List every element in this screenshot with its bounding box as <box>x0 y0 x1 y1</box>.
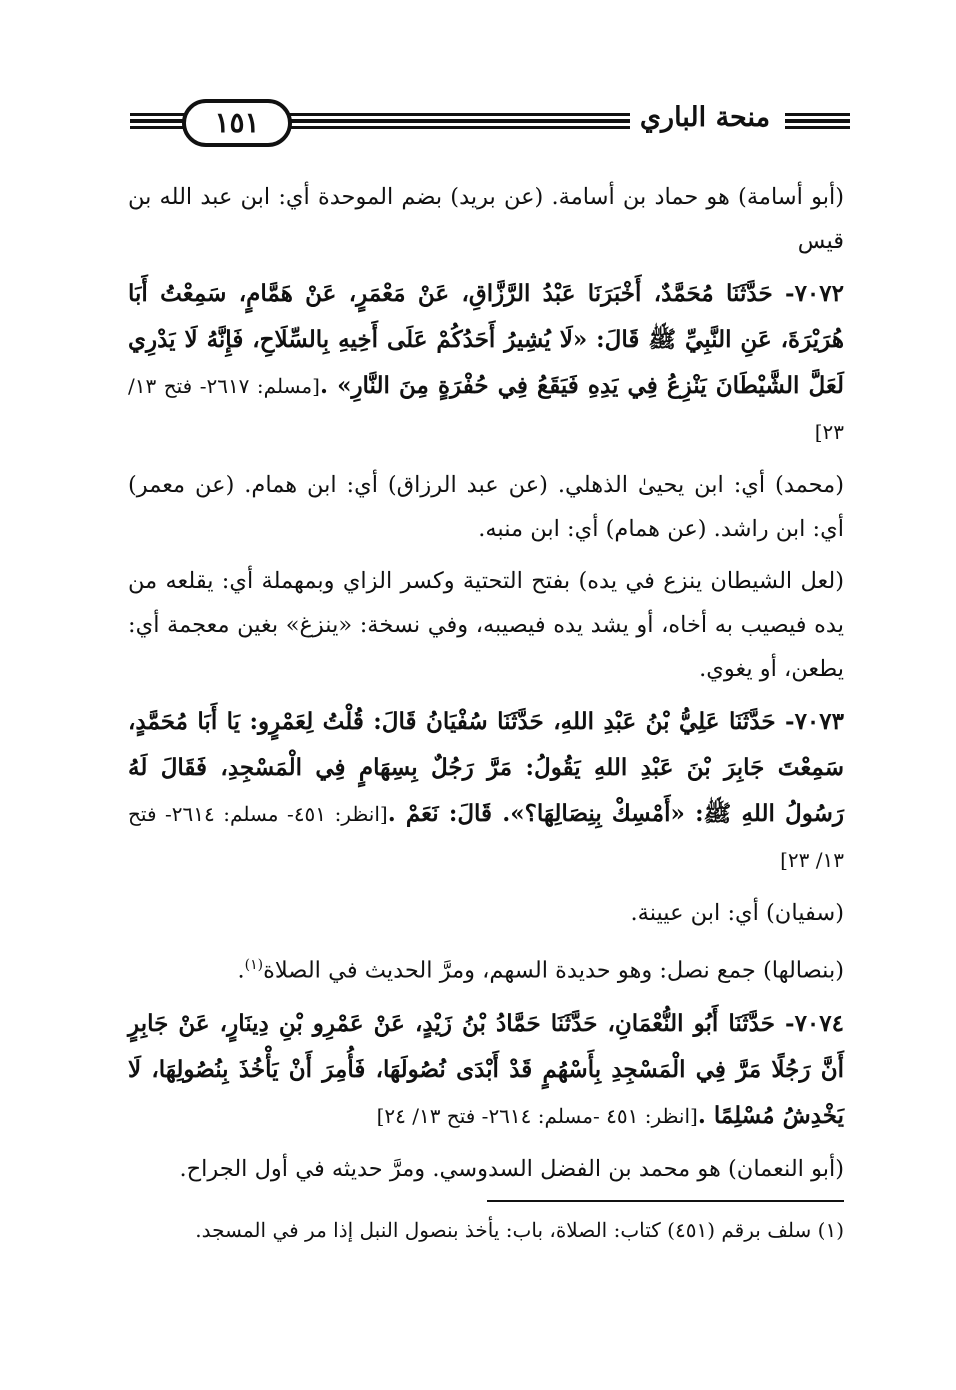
commentary-paragraph: (لعل الشيطان ينزع في يده) بفتح التحتية وكسر الزاي وبمهملة أي: يقلعه من يده فيصيب به أخاه، أو يشد يده فيصيبه، وفي نسخة: «ينزغ» بغين معجمة أي: يطعن، أو يغوي. <box>128 568 844 682</box>
footnote-separator <box>487 1200 844 1202</box>
hadith-text: ٧٠٧٢- حَدَّثَنَا مُحَمَّدٌ، أَخْبَرَنَا عَبْدُ الرَّزَّاقِ، عَنْ مَعْمَرٍ، عَنْ هَمَّامٍ، سَمِعْتُ أَبَا هُرَيْرَةَ، عَنِ النَّبِيِّ ﷺ قَالَ: «لَا يُشِيرُ أَحَدُكُمْ عَلَى أَخِيهِ بِالسِّلَاحِ، فَإِنَّهُ لَا يَدْرِي لَعَلَّ الشَّيْطَانَ يَنْزِعُ فِي يَدِهِ فَيَقَعُ فِي حُفْرَةٍ مِنَ النَّارِ» . <box>128 280 844 399</box>
commentary-paragraph: (سفيان) أي: ابن عيينة. <box>630 900 844 926</box>
page-number: ١٥١ <box>182 99 292 147</box>
commentary-paragraph: (محمد) أي: ابن يحيىٰ الذهلي. (عن عبد الرزاق) أي: ابن همام. (عن معمر) أي: ابن راشد. (عن همام) أي: ابن منبه. <box>128 472 844 542</box>
hadith-reference: [انظر: ٤٥١ -مسلم: ٢٦١٤- فتح ١٣/ ٢٤] <box>376 1103 698 1128</box>
commentary-paragraph: (أبو النعمان) هو محمد بن الفضل السدوسي. ومرَّ حديثه في أول الجراح. <box>179 1155 844 1182</box>
hadith-7072 <box>128 271 844 455</box>
page-header <box>130 98 850 148</box>
running-title: منحة الباري <box>630 102 780 133</box>
footnote-marker[interactable]: (١) <box>244 957 264 973</box>
footnote: (١) سلف برقم (٤٥١) كتاب: الصلاة، باب: يأخذ بنصول النبل إذا مر في المسجد. <box>195 1218 844 1242</box>
header-rule-right <box>785 113 850 129</box>
commentary-paragraph <box>128 943 844 993</box>
hadith-reference: [مسلم: ٢٦١٧- فتح ١٣/ ٢٣] <box>128 374 844 444</box>
hadith-text: ٧٠٧٣- حَدَّثَنَا عَلِيُّ بْنُ عَبْدِ اللهِ، حَدَّثَنَا سُفْيَانُ قَالَ: قُلْتُ لِعَمْرٍو: يَا أَبَا مُحَمَّدٍ، سَمِعْتَ جَابِرَ بْنَ عَبْدِ اللهِ يَقُولُ: مَرَّ رَجُلٌ بِسِهَامٍ فِي الْمَسْجِدِ، فَقَالَ لَهُ رَسُولُ اللهِ ﷺ: «أَمْسِكْ بِنِصَالِهَا؟». قَالَ: نَعَمْ . <box>128 708 845 827</box>
hadith-7074 <box>128 1001 844 1139</box>
commentary-paragraph: (أبو أسامة) هو حماد بن أسامة. (عن بريد) بضم الموحدة أي: ابن عبد الله بن قيس <box>128 184 844 254</box>
hadith-7073 <box>128 699 844 883</box>
hadith-reference: [انظر: ٤٥١- مسلم: ٢٦١٤- فتح ١٣/ ٢٣] <box>128 802 844 872</box>
main-text <box>128 175 844 1199</box>
hadith-text: ٧٠٧٤- حَدَّثَنَا أَبُو النُّعْمَانِ، حَدَّثَنَا حَمَّادُ بْنُ زَيْدٍ، عَنْ عَمْرِو بْنِ دِينَارٍ، عَنْ جَابِرٍ أَنَّ رَجُلًا مَرَّ فِي الْمَسْجِدِ بِأَسْهُمٍ قَدْ أَبْدَى نُصُولَهَا، فَأُمِرَ أَنْ يَأْخُذَ بِنُصُولِهَا، لَا يَخْدِشُ مُسْلِمًا . <box>128 1009 844 1129</box>
commentary-text: (بنصالها) جمع نصل: وهو حديدة السهم، ومرَّ الحديث في الصلاة <box>263 957 844 984</box>
sentence-end: . <box>237 957 245 984</box>
